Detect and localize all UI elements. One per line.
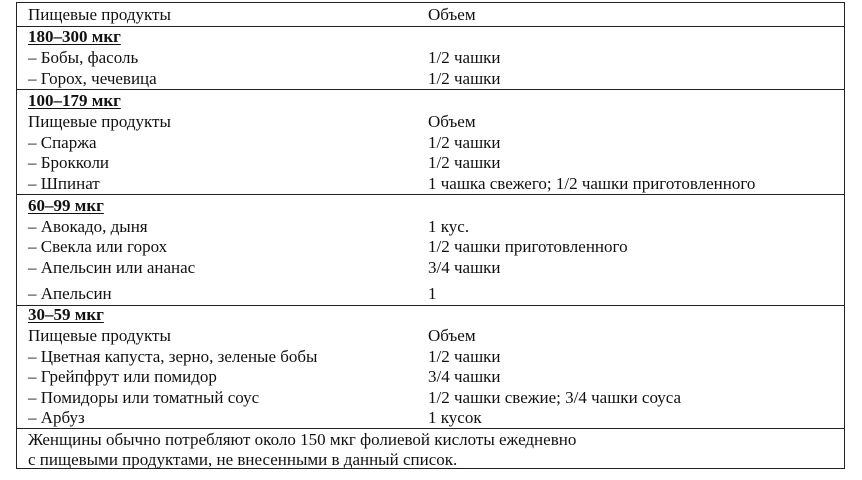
section-title [0, 26, 862, 47]
table-row [0, 173, 862, 194]
footnote-line-1: Женщины обычно потребляют около 150 мкг фолиевой кислоты ежедневно [28, 430, 577, 449]
table-row [0, 132, 862, 153]
food-cell: – Апельсин или ананас [28, 258, 196, 277]
table-header [0, 4, 862, 25]
header-volume-label: Объем [428, 5, 476, 24]
subheader-volume-label: Объем [428, 112, 476, 131]
food-cell: – Шпинат [28, 174, 100, 193]
volume-cell: 1/2 чашки [428, 153, 501, 172]
volume-cell: 1 кусок [428, 408, 482, 427]
food-cell: – Цветная капуста, зерно, зеленые бобы [28, 347, 318, 366]
volume-cell: 1/2 чашки [428, 48, 501, 67]
volume-cell: 1/2 чашки приготовленного [428, 237, 628, 256]
food-cell: – Апельсин [28, 284, 112, 303]
section-title-30-59: 30–59 мкг [28, 305, 104, 324]
section-subheader [0, 325, 862, 346]
table-row [0, 236, 862, 257]
volume-cell: 1/2 чашки [428, 133, 501, 152]
table-row [0, 257, 862, 278]
section-title-100-179: 100–179 мкг [28, 91, 121, 110]
section-title [0, 304, 862, 325]
subheader-food-label: Пищевые продукты [28, 112, 171, 131]
table-row [0, 366, 862, 387]
food-cell: – Арбуз [28, 408, 85, 427]
volume-cell: 1 чашка свежего; 1/2 чашки приготовленного [428, 174, 756, 193]
table-row [0, 346, 862, 367]
subheader-food-label: Пищевые продукты [28, 326, 171, 345]
volume-cell: 1 [428, 284, 437, 303]
subheader-volume-label: Объем [428, 326, 476, 345]
footnote-line-2: с пищевыми продуктами, не внесенными в данный список. [28, 450, 458, 469]
food-cell: – Свекла или горох [28, 237, 168, 256]
section-title-60-99: 60–99 мкг [28, 196, 104, 215]
food-cell: – Помидоры или томатный соус [28, 388, 260, 407]
table-row [0, 407, 862, 428]
volume-cell: 3/4 чашки [428, 258, 501, 277]
volume-cell: 1/2 чашки [428, 347, 501, 366]
table-row [0, 152, 862, 173]
section-title [0, 195, 862, 216]
food-cell: – Спаржа [28, 133, 97, 152]
header-food-label: Пищевые продукты [28, 5, 171, 24]
volume-cell: 3/4 чашки [428, 367, 501, 386]
food-cell: – Горох, чечевица [28, 69, 157, 88]
section-title-180-300: 180–300 мкг [28, 27, 121, 46]
food-cell: – Авокадо, дыня [28, 217, 148, 236]
section-subheader [0, 111, 862, 132]
table-row [0, 216, 862, 237]
table-row [0, 68, 862, 89]
section-title [0, 90, 862, 111]
food-cell: – Бобы, фасоль [28, 48, 139, 67]
volume-cell: 1/2 чашки [428, 69, 501, 88]
table-row [0, 47, 862, 68]
table-row [0, 387, 862, 408]
food-cell: – Грейпфрут или помидор [28, 367, 217, 386]
table-row [0, 283, 862, 304]
volume-cell: 1/2 чашки свежие; 3/4 чашки соуса [428, 388, 682, 407]
volume-cell: 1 кус. [428, 217, 470, 236]
food-cell: – Брокколи [28, 153, 110, 172]
